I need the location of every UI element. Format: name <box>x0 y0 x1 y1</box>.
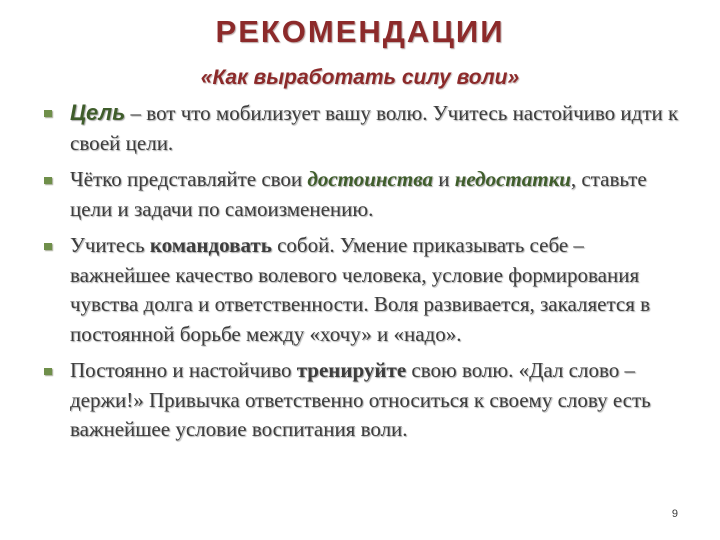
bullet-icon <box>44 110 52 117</box>
item-text: Постоянно и настойчиво <box>70 358 297 382</box>
recommendation-list <box>44 98 684 452</box>
item-text: и <box>432 167 455 191</box>
strong-text: тренируйте <box>296 358 407 382</box>
emphasis-text: достоинства <box>307 167 433 191</box>
item-text: , ставьте цели и задачи по самоизменению. <box>70 167 647 221</box>
bullet-icon <box>44 243 52 250</box>
item-text: собой. Умение приказывать себе – важнейшее качество волевого человека, условие формирования чувства долга и ответственности. Воля развивается, закаляется в постоянной борьбе между «хочу» и «надо». <box>70 233 651 346</box>
slide-title: РЕКОМЕНДАЦИИ <box>215 14 505 49</box>
list-item <box>44 98 684 158</box>
page-number: 9 <box>671 508 678 520</box>
list-item <box>44 231 684 349</box>
item-text: – вот что мобилизует вашу волю. Учитесь настойчиво идти к своей цели. <box>70 101 679 155</box>
slide-subtitle: «Как выработать силу воли» <box>200 66 520 89</box>
bullet-icon <box>44 177 52 184</box>
list-item <box>44 165 684 224</box>
item-text: Учитесь <box>70 233 150 257</box>
bullet-icon <box>44 368 52 375</box>
list-item <box>44 356 684 445</box>
item-text: Чётко представляйте свои <box>70 167 308 191</box>
goal-keyword: Цель <box>70 100 126 125</box>
item-text: свою волю. «Дал слово – держи!» Привычка ответственно относиться к своему слову есть важнейшее условие воспитания воли. <box>70 358 651 441</box>
emphasis-text: недостатки <box>454 167 571 191</box>
strong-text: командовать <box>149 233 272 257</box>
